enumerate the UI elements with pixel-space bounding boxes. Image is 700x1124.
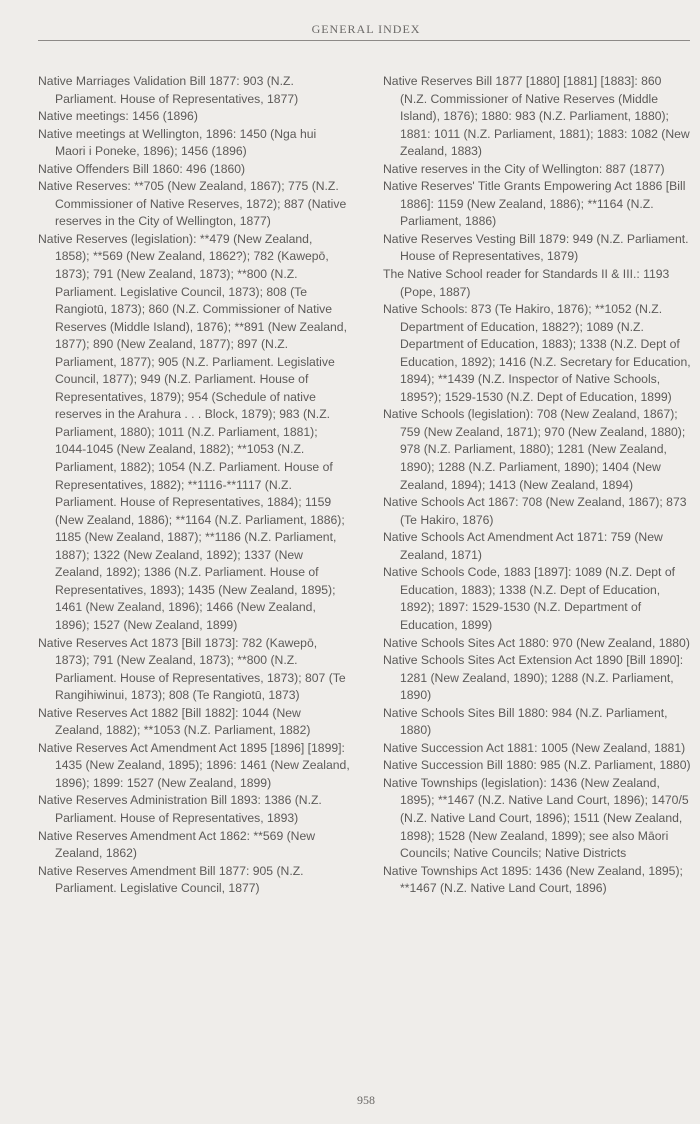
index-entry: Native Schools Sites Act Extension Act 1890 [Bill 1890]: 1281 (New Zealand, 1890); 1288 (N.Z. Parliament, 1890) <box>383 653 684 703</box>
page-number: 958 <box>357 1093 375 1107</box>
index-entry: Native Schools: 873 (Te Hakiro, 1876); **1052 (N.Z. Department of Education, 1882?); 1089 (N.Z. Department of Education, 1883); 1338 (N.Z. Dept of Education, 1892); 1416 (N.Z. Secretary for Education, 1894); **1439 (N.Z. Inspector of Native Schools, 1895?); 1529-1530 (N.Z. Dept of Education, 1899) <box>383 302 691 404</box>
index-entry: Native Reserves Bill 1877 [1880] [1881] [1883]: 860 (N.Z. Commissioner of Native Reserves (Middle Island), 1876); 1880: 983 (N.Z. Parliament, 1880); 1881: 1011 (N.Z. Parliament, 1881); 1883: 1082 (New Zealand, 1883) <box>383 74 690 159</box>
index-entry: Native Offenders Bill 1860: 496 (1860) <box>38 161 246 176</box>
index-entry: Native Townships Act 1895: 1436 (New Zealand, 1895); **1467 (N.Z. Native Land Court, 1896) <box>383 863 683 896</box>
index-entry: Native Reserves Administration Bill 1893: 1386 (N.Z. Parliament. House of Representatives, 1893) <box>38 793 322 825</box>
index-entry: Native Schools (legislation): 708 (New Zealand, 1867); 759 (New Zealand, 1871); 970 (New Zealand, 1880); 978 (N.Z. Parliament, 1880); 1281 (New Zealand, 1890); 1288 (N.Z. Parliament, 1890); 1404 (New Zealand, 1894); 1413 (New Zealand, 1894) <box>383 407 686 492</box>
index-entry: Native meetings at Wellington, 1896: 1450 (Nga hui Maori i Poneke, 1896); 1456 (1896) <box>38 126 317 159</box>
index-entry: Native Schools Act 1867: 708 (New Zealand, 1867); 873 (Te Hakiro, 1876) <box>383 495 687 527</box>
index-entry: Native Reserves Act 1882 [Bill 1882]: 1044 (New Zealand, 1882); **1053 (N.Z. Parliament, 1882) <box>38 705 311 738</box>
index-entry: Native Reserves Act Amendment Act 1895 [1896] [1899]: 1435 (New Zealand, 1895); 1896: 1461 (New Zealand, 1896); 1899: 1527 (New Zealand, 1899) <box>38 740 350 790</box>
index-entry: Native Reserves' Title Grants Empowering Act 1886 [Bill 1886]: 1159 (New Zealand, 1886); **1164 (N.Z. Parliament, 1886) <box>383 179 686 229</box>
header-rule <box>38 40 690 41</box>
index-entry: Native Schools Code, 1883 [1897]: 1089 (N.Z. Dept of Education, 1883); 1338 (N.Z. Dept of Education, 1892); 1897: 1529-1530 (N.Z. Department of Education, 1899) <box>383 565 675 632</box>
index-entry: Native meetings: 1456 (1896) <box>38 109 198 124</box>
index-entry: Native Succession Bill 1880: 985 (N.Z. Parliament, 1880) <box>383 758 691 773</box>
index-entry: Native Marriages Validation Bill 1877: 903 (N.Z. Parliament. House of Representatives, 1877) <box>38 74 299 106</box>
index-entry: Native Reserves (legislation): **479 (New Zealand, 1858); **569 (New Zealand, 1862?); 782 (Kawepō, 1873); 791 (New Zealand, 1873); **800 (N.Z. Parliament. Legislative Council, 1873); 808 (Te Rangiotū, 1873); 860 (N.Z. Commissioner of Native Reserves (Middle Island), 1876); **891 (New Zealand, 1877); 890 (New Zealand, 1877); 897 (N.Z. Parliament, 1877); 905 (N.Z. Parliament. Legislative Council, 1877); 949 (N.Z. Parliament. House of Representatives, 1879); 954 (Schedule of native reserves in the Arahura . . . Block, 1879); 983 (N.Z. Parliament, 1880); 1011 (N.Z. Parliament, 1881); 1044-1045 (New Zealand, 1882); **1053 (N.Z. Parliament, 1882); 1054 (N.Z. Parliament. House of Representatives, 1882); **1116-**1117 (N.Z. Parliament. House of Representatives, 1884); 1159 (New Zealand, 1886); **1164 (N.Z. Parliament, 1886); 1185 (New Zealand, 1887); **1186 (N.Z. Parliament, 1887); 1322 (New Zealand, 1892); 1337 (New Zealand, 1892); 1386 (N.Z. Parliament. House of Representatives, 1893); 1435 (New Zealand, 1895); 1461 (New Zealand, 1896); 1466 (New Zealand, 1896); 1527 (New Zealand, 1899) <box>38 231 347 632</box>
index-entry: Native Succession Act 1881: 1005 (New Zealand, 1881) <box>383 740 686 755</box>
index-entry: Native Schools Act Amendment Act 1871: 759 (New Zealand, 1871) <box>383 530 663 562</box>
index-entry: Native Reserves Vesting Bill 1879: 949 (N.Z. Parliament. House of Representatives, 1879) <box>383 231 689 264</box>
index-column-right <box>383 73 691 898</box>
index-entry: Native Reserves Amendment Bill 1877: 905 (N.Z. Parliament. Legislative Council, 1877) <box>38 863 304 896</box>
index-entry: Native Reserves Amendment Act 1862: **569 (New Zealand, 1862) <box>38 828 316 861</box>
index-entry: Native reserves in the City of Wellington: 887 (1877) <box>383 161 665 176</box>
index-entry: Native Reserves: **705 (New Zealand, 1867); 775 (N.Z. Commissioner of Native Reserves, 1872); 887 (Native reserves in the City of Wellington, 1877) <box>38 179 347 229</box>
index-entry: Native Reserves Act 1873 [Bill 1873]: 782 (Kawepō, 1873); 791 (New Zealand, 1873); **800 (N.Z. Parliament. House of Representatives, 1873); 807 (Te Rangihiwinui, 1873); 808 (Te Rangiotū, 1873) <box>38 635 346 703</box>
index-entry: Native Townships (legislation): 1436 (New Zealand, 1895); **1467 (N.Z. Native Land Court, 1896); 1470/5 (N.Z. Native Land Court, 1896); 1511 (New Zealand, 1898); 1528 (New Zealand, 1899); see also Māori Councils; Native Councils; Native Districts <box>383 775 689 861</box>
page-header-title: GENERAL INDEX <box>311 22 421 36</box>
index-entry: The Native School reader for Standards II & III.: 1193 (Pope, 1887) <box>383 267 670 299</box>
index-entry: Native Schools Sites Bill 1880: 984 (N.Z. Parliament, 1880) <box>383 705 668 738</box>
index-entry: Native Schools Sites Act 1880: 970 (New Zealand, 1880) <box>383 635 690 650</box>
index-column-left <box>38 73 350 898</box>
